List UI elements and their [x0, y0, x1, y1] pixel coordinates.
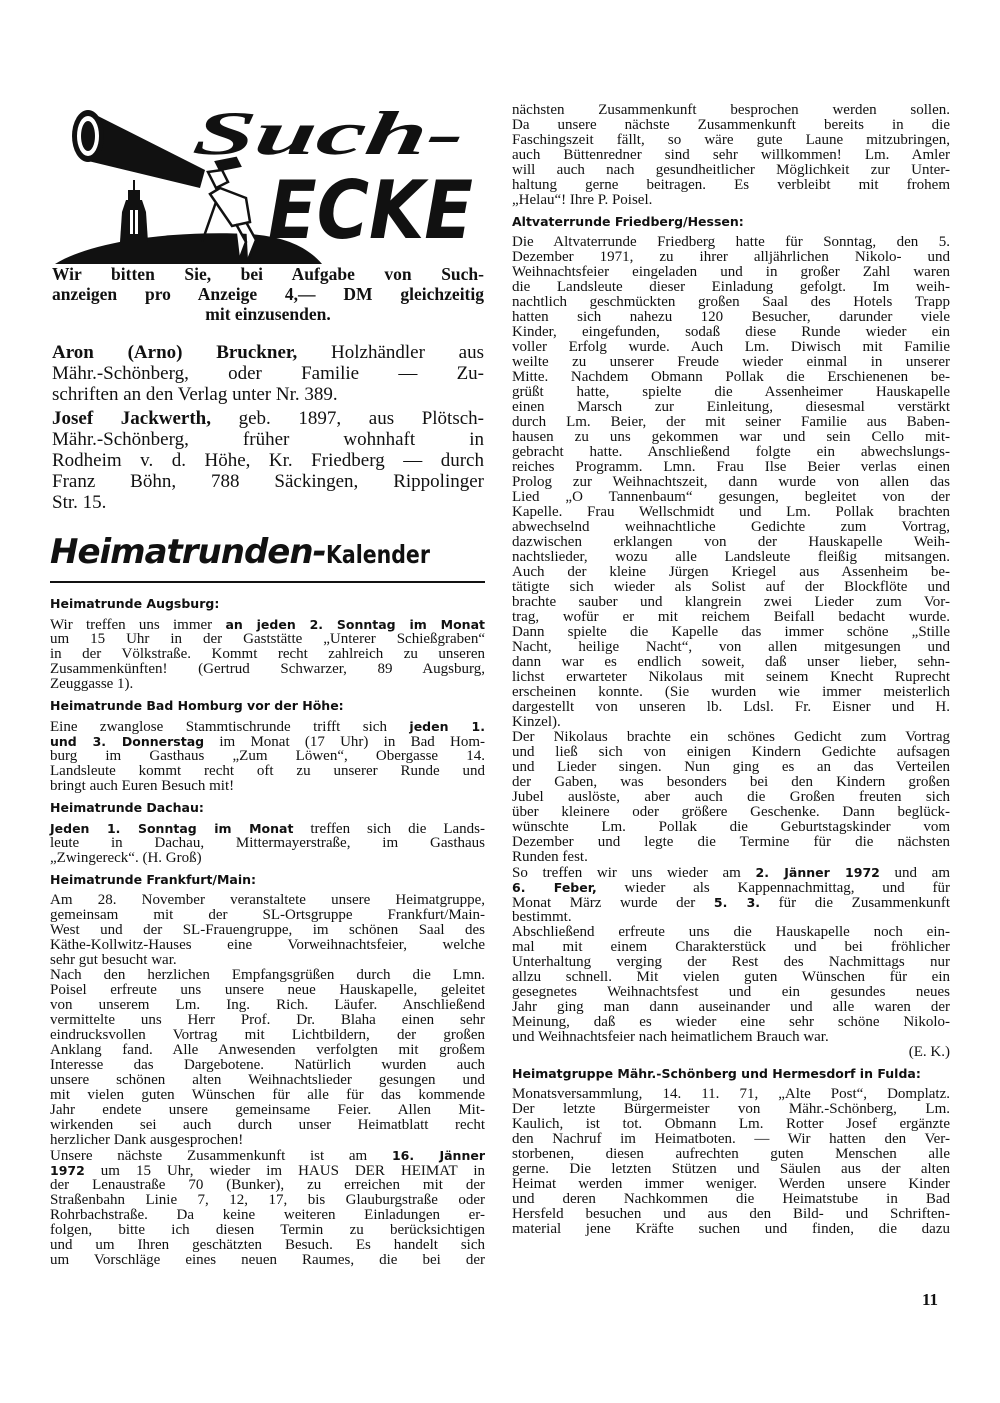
text-segment: Holzhändler aus	[297, 342, 484, 363]
text-line: storbenen, diesen aufrechten guten Menschen alle	[512, 1146, 950, 1162]
ad-line: Mähr.-Schönberg, oder Familie — Zu-	[52, 363, 484, 384]
text-line: und deren Nachkommen die Heimatstube in Bad	[512, 1191, 950, 1207]
text-line: Jahr endete unsere gemeinsame Feier. Allen Mit-	[50, 1102, 485, 1118]
text-line: über kleinere oder größere Geschenke. Dann beglück-	[512, 804, 950, 820]
text-line: und ließ sich von einigen Kindern Gedichte aufsagen	[512, 744, 950, 760]
ad-line: schriften an den Verlag unter Nr. 389.	[52, 384, 338, 405]
text-line: Monatsversammlung, 14. 11. 71, „Alte Post“, Domplatz.	[512, 1086, 950, 1102]
text-line: Faschingszeit fällt, so wäre gute Laune mitzubringen,	[512, 132, 950, 148]
section-heading: Heimatrunde Frankfurt/Main:	[50, 872, 257, 887]
text-line: nachtlich geschmückten großen Saal des Hotels Trapp	[512, 294, 950, 310]
calendar-section	[50, 596, 485, 692]
text-line: sehr gut besucht war.	[50, 952, 177, 968]
text-line	[50, 821, 485, 836]
calendar-section	[512, 1066, 950, 1237]
text-line: Am 28. November veranstaltete unsere Heimatgruppe,	[50, 892, 485, 908]
text-line: material jene Kräfte suchen und finden, die dazu	[512, 1221, 950, 1237]
text-line: Kinder, eingefunden, sodaß diese Runde wieder ein	[512, 324, 950, 340]
text-line: „Zwingereck“. (H. Groß)	[50, 850, 202, 866]
text-line: um Vorschläge eines neuen Raumes, die bei der	[50, 1252, 485, 1268]
calendar-section	[50, 698, 485, 794]
paragraph	[512, 103, 950, 208]
text-line: Kinzel).	[512, 714, 561, 730]
paragraph	[50, 821, 485, 866]
text-line: gebracht hatte. Anschließend folgte ein abwechslungs-	[512, 444, 950, 460]
text-segment: Wir treffen uns immer	[50, 617, 226, 633]
text-line: mit vielen guten Wünschen für alle für das kommende	[50, 1087, 485, 1103]
text-line: um 15 Uhr in der Gaststätte „Unterer Schießgraben“	[50, 631, 485, 647]
section-heading: Heimatrunde Augsburg:	[50, 596, 220, 611]
text-line: den Nachruf im Heimatboten. — Wir hatten den Ver-	[512, 1131, 950, 1147]
text-line: Die Altvaterrunde Friedberg hatte für Sonntag, den 5.	[512, 234, 950, 250]
text-line: burg im Gasthaus „Zum Löwen“, Obergasse 14.	[50, 748, 485, 764]
text-line: Interesse das Dargebotene. Natürlich wurden auch	[50, 1057, 485, 1073]
text-line	[50, 734, 485, 749]
text-line: Jubel auslöste, aber auch die Großen freuten sich	[512, 789, 950, 805]
section-heading: Altvaterrunde Friedberg/Hessen:	[512, 214, 744, 229]
text-line: Weihnachtsfeier eingeladen und in großer Zahl waren	[512, 264, 950, 280]
text-line: gerne. Die letzten Stützen und Säulen aus der alten	[512, 1161, 950, 1177]
text-segment: geb. 1897, aus Plötsch-	[211, 408, 484, 429]
text-line: Hersfeld besuchen und aus den Bild- und Schriften-	[512, 1206, 950, 1222]
calendar-title	[50, 532, 490, 572]
text-line: voller Erfolg wurde. Auch Lm. Diwisch mit Familie	[512, 339, 950, 355]
text-segment: und am	[879, 865, 951, 881]
text-line: Lied „O Tannenbaum“ gesungen, begleitet von der	[512, 489, 950, 505]
text-line: durch Lm. Beier, der mit seiner Familie aus Baben-	[512, 414, 950, 430]
bold-text-segment: und 3. Donnerstag	[50, 734, 205, 749]
text-line: Käthe-Kollwitz-Hauses eine Vorweihnachtsfeier, welche	[50, 937, 485, 953]
ad-name: Josef Jackwerth,	[52, 408, 211, 429]
text-line: Runden fest.	[512, 849, 588, 865]
left-column	[50, 596, 485, 1268]
bold-text-segment: jeden 1.	[409, 719, 485, 734]
text-line: Unterhaltung verging der Rest des Nachmittags nur	[512, 954, 950, 970]
text-line: Abschließend erfreute uns die Hauskapelle noch ein-	[512, 924, 950, 940]
title-rule-divider	[50, 581, 485, 583]
text-line: die Landsleute dieser Einladung gefolgt. Im weih-	[512, 279, 950, 295]
bold-text-segment: 2. Jänner 1972	[755, 865, 880, 880]
text-line: vermittelte uns Herr Prof. Dr. Blaha einen sehr	[50, 1012, 485, 1028]
section-heading: Heimatrunde Dachau:	[50, 800, 204, 815]
ad-line	[52, 342, 484, 363]
text-segment: So treffen wir uns wieder am	[512, 865, 756, 881]
text-line: abwechselnd weihnachtliche Gedichte zum Vortrag,	[512, 519, 950, 535]
text-line: hausen zu uns gekommen war und sein Cello mit-	[512, 429, 950, 445]
text-line: Dann spielte die Kapelle das immer schöne „Stille	[512, 624, 950, 640]
such-ecke-logo	[50, 92, 480, 270]
calendar-section	[512, 214, 950, 1060]
bold-text-segment: Jeden 1. Sonntag im Monat	[50, 821, 294, 836]
paragraph	[50, 719, 485, 794]
text-line: Zeuggasse 1).	[50, 676, 134, 692]
bold-text-segment: 6. Feber,	[512, 880, 597, 895]
signoff: (E. K.)	[908, 1044, 950, 1060]
ad-line: Mähr.-Schönberg, früher wohnhaft in	[52, 429, 484, 450]
text-line: und um Ihren geschätzten Besuch. Es handelt sich	[50, 1237, 485, 1253]
section-heading: Heimatrunde Bad Homburg vor der Höhe:	[50, 698, 344, 713]
text-segment: um 15 Uhr, wieder im HAUS DER HEIMAT in	[84, 1163, 485, 1179]
text-line: Nacht, heilige Nacht“, von allen mitgesungen und	[512, 639, 950, 655]
such-logo-text: Such-	[189, 99, 351, 168]
ad-line	[52, 408, 484, 429]
paragraph	[512, 235, 950, 730]
text-line: und Lieder singen. Nun ging es an das Verteilen	[512, 759, 950, 775]
bold-text-segment: 16. Jänner	[391, 1148, 485, 1163]
text-line: allzu schnell. Mit vielen guten Wünschen für ein	[512, 969, 950, 985]
ad-line: Rodheim v. d. Höhe, Kr. Friedberg — durch	[52, 450, 484, 471]
text-segment: treffen sich die Lands-	[293, 821, 486, 837]
right-column	[512, 103, 950, 1237]
calendar-section	[50, 872, 485, 1268]
tower-illustration	[120, 190, 148, 242]
paragraph	[512, 730, 950, 865]
text-line: Prolog zur Weihnachtszeit, dann wurde von allen das	[512, 474, 950, 490]
text-line: Heimat werden immer weniger. Werden unsere Kinder	[512, 1176, 950, 1192]
text-line: bestimmt.	[512, 909, 572, 925]
text-line: brachte sauber und klangrein zwei Lieder zum Vor-	[512, 594, 950, 610]
calendar-section	[50, 800, 485, 866]
text-line: gemeinsam mit der SL-Ortsgruppe Frankfurt/Main-	[50, 907, 485, 923]
text-line	[512, 895, 950, 910]
bold-text-segment: an jeden 2. Sonntag im Monat	[225, 617, 485, 632]
text-line: Nach den herzlichen Empfangsgrüßen durch die Lmn.	[50, 967, 485, 983]
bold-text-segment: 1972	[50, 1163, 85, 1178]
calendar-section	[512, 103, 950, 208]
text-line: wünschte Lm. Pollak die Geburtstagskinder vom	[512, 819, 950, 835]
paragraph	[50, 968, 485, 1148]
paragraph	[50, 893, 485, 968]
text-line	[50, 719, 485, 734]
text-line: hatten sich nahezu 120 Besucher, darunder viele	[512, 309, 950, 325]
text-line: der Lenaustraße 70 (Bunker), zu erreichen mit der	[50, 1177, 485, 1193]
notice-box	[52, 264, 484, 324]
text-segment: wieder als Kappennachmittag, und für	[596, 880, 950, 896]
text-line: reiches Programm. Lmn. Frau Ilse Beier verlas einen	[512, 459, 950, 475]
text-line: wirkenden sei auch durch unser Heimatblatt recht	[50, 1117, 485, 1133]
text-line: Dezember 1971, zu ihrer alljährlichen Nikolo- und	[512, 249, 950, 265]
paragraph	[512, 1087, 950, 1237]
notice-line: anzeigen pro Anzeige 4,— DM gleichzeitig	[52, 284, 484, 304]
text-line: mal mit einem Charakterstück und bei fröhlicher	[512, 939, 950, 955]
paragraph	[50, 1148, 485, 1268]
text-line: Zusammenkünften! (Gertrud Schwarzer, 89 Augsburg,	[50, 661, 485, 677]
text-line: und Weihnachtsfeier nach heimatlichem Brauch war.	[512, 1029, 829, 1045]
text-segment: Unsere nächste Zusammenkunft ist am	[50, 1148, 392, 1164]
text-segment: Monat März wurde der	[512, 895, 714, 911]
notice-line: Wir bitten Sie, bei Aufgabe von Such-	[52, 264, 484, 284]
text-line: bringt auch Euren Besuch mit!	[50, 778, 235, 794]
text-line: in der Völkstraße. Kommt recht zahlreich zu unseren	[50, 646, 485, 662]
telescope-illustration	[72, 110, 205, 190]
calendar-title-suffix: Kalender	[325, 540, 430, 569]
text-line: grüßt hatte, spielte die Assenheimer Hauskapelle	[512, 384, 950, 400]
page-number: 11	[922, 1290, 939, 1309]
text-line: Der Nikolaus brachte ein schönes Gedicht zum Vortrag	[512, 729, 950, 745]
text-line: Da unsere nächste Zusammenkunft bereits in die	[512, 117, 950, 133]
text-line: Landsleute kommt recht oft zu unserer Runde und	[50, 763, 485, 779]
text-line: herzlicher Dank ausgesprochen!	[50, 1132, 244, 1148]
text-line: einen Marsch zur Einleitung, diesesmal verstärkt	[512, 399, 950, 415]
text-line: West und der SL-Frauengruppe, im schönen Saal des	[50, 922, 485, 938]
text-line	[512, 865, 950, 880]
text-line: von unserem Lm. Ing. Rich. Läufer. Anschließend	[50, 997, 485, 1013]
text-line: leute in Dachau, Mittermayerstraße, im Gasthaus	[50, 835, 485, 851]
text-line: auch Büttenredner sind sehr willkommen! Lm. Amler	[512, 147, 950, 163]
text-line: dann war es endlich soweit, daß unser lieber, sehn-	[512, 654, 950, 670]
notice-line: mit einzusenden.	[205, 304, 331, 324]
text-line: trag, wofür er mit reichem Beifall bedacht wurde.	[512, 609, 950, 625]
text-line: gesegnetes Weihnachtsfest und ein gesundes neues	[512, 984, 950, 1000]
text-line: nächsten Zusammenkunft besprochen werden sollen.	[512, 102, 950, 118]
text-line	[50, 617, 485, 632]
text-line	[50, 1163, 485, 1178]
bold-text-segment: 5. 3.	[713, 895, 761, 910]
text-segment: für die Zusammenkunft	[760, 895, 950, 911]
text-line: folgen, bitte ich diesen Termin zu berücksichtigen	[50, 1222, 485, 1238]
text-line: Kaulich, ist tot. Obmann Lm. Rotter Josef ergänzte	[512, 1116, 950, 1132]
text-line	[50, 1148, 485, 1163]
text-line: Anklang fand. Alle Anwesenden verfolgten mit großem	[50, 1042, 485, 1058]
text-line: der Gaben, was besonders bei den Kindern großen	[512, 774, 950, 790]
search-ad	[52, 342, 484, 405]
text-line: dazwischen erklangen von der Hauskapelle Weih-	[512, 534, 950, 550]
text-line: Dezember und legte die Termine für die nächsten	[512, 834, 950, 850]
ad-name: Aron (Arno) Bruckner,	[52, 342, 298, 363]
text-line: dargestellt von unseren lb. Ldsl. Fr. Eisner und H.	[512, 699, 950, 715]
paragraph	[50, 617, 485, 692]
text-line: Jahr ging man dann auseinander und alle waren der	[512, 999, 950, 1015]
text-line: Der letzte Bürgermeister von Mähr.-Schönberg, Lm.	[512, 1101, 950, 1117]
text-line: Auch der kleine Jürgen Kriegel aus Assenheim be-	[512, 564, 950, 580]
text-line: will auch nach gesundheitlicher Möglichkeit zur Unter-	[512, 162, 950, 178]
text-line: tätigte sich wieder als Solist auf der Blockflöte und	[512, 579, 950, 595]
text-line: Rohrbachstraße. Da keine weiteren Einladungen er-	[50, 1207, 485, 1223]
text-segment: im Monat (17 Uhr) in Bad Hom-	[204, 734, 485, 750]
text-line: Straßenbahn Linie 7, 12, 17, bis Glauburgstraße oder	[50, 1192, 485, 1208]
text-line: Kapelle. Frau Wellschmidt und Lm. Pollak brachten	[512, 504, 950, 520]
text-segment: Eine zwanglose Stammtischrunde trifft sich	[50, 719, 410, 735]
text-line: Poisel erfreute uns unsere neue Hauskapelle, geleitet	[50, 982, 485, 998]
text-line	[512, 880, 950, 895]
search-ad	[52, 408, 484, 513]
ad-line: Str. 15.	[52, 492, 107, 513]
text-line: unsere schönen alten Weihnachtslieder gesungen und	[50, 1072, 485, 1088]
search-ads	[52, 342, 484, 516]
text-line: haltung gerne beitragen. Es verbleibt mit frohem	[512, 177, 950, 193]
section-heading: Heimatgruppe Mähr.-Schönberg und Hermesdorf in Fulda:	[512, 1066, 921, 1081]
text-line: Meinung, daß es wieder eine sehr schöne Nikolo-	[512, 1014, 950, 1030]
paragraph	[512, 865, 950, 925]
text-line: lichst erwarteter Nikolaus mit seinem Knecht Ruprecht	[512, 669, 950, 685]
text-line: weilte zu unserer Freude wieder einmal in unserer	[512, 354, 950, 370]
text-line: nachtslieder, wozu alle Landsleute fleißig mitsangen.	[512, 549, 950, 565]
ecke-logo-text: ECKE	[268, 164, 473, 257]
ad-line: Franz Böhn, 788 Säckingen, Rippolinger	[52, 471, 484, 492]
calendar-title-main: Heimatrunden-	[50, 532, 326, 572]
paragraph	[512, 925, 950, 1045]
text-line: Mitte. Nachdem Obmann Pollak die Erschienenen be-	[512, 369, 950, 385]
text-line: eindrucksvollen Vortrag mit Lichtbildern, der großen	[50, 1027, 485, 1043]
text-line: erscheinen konnte. (Sie wurden wie immer meisterlich	[512, 684, 950, 700]
text-line: „Helau“! Ihre P. Poisel.	[512, 192, 653, 208]
